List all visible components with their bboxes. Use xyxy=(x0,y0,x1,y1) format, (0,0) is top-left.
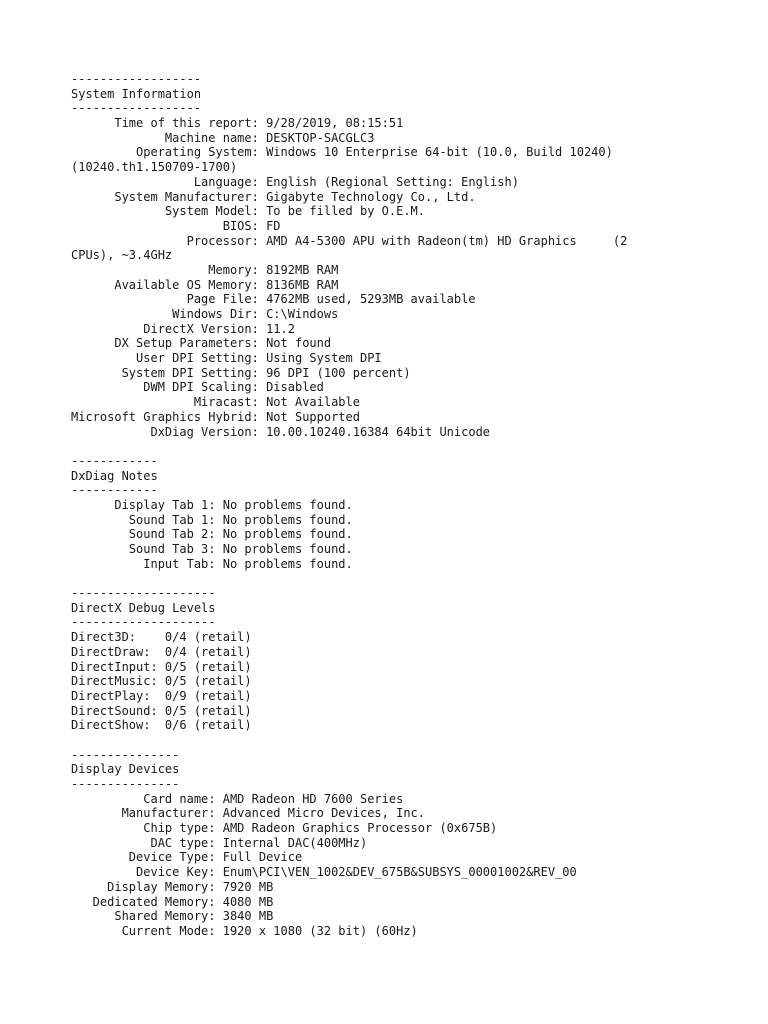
report-line: Dedicated Memory: 4080 MB xyxy=(71,894,274,909)
report-line: BIOS: FD xyxy=(71,218,281,233)
report-line: DirectDraw: 0/4 (retail) xyxy=(71,644,252,659)
report-line: Current Mode: 1920 x 1080 (32 bit) (60Hz) xyxy=(71,923,418,938)
report-line: Display Tab 1: No problems found. xyxy=(71,497,353,512)
section-title: Display Devices xyxy=(71,762,180,777)
report-line: DirectX Version: 11.2 xyxy=(71,321,295,336)
report-section xyxy=(71,748,627,939)
section-title: DirectX Debug Levels xyxy=(71,600,216,615)
section-rule: -------------------- xyxy=(71,586,216,601)
section-rule: --------------- xyxy=(71,777,180,791)
report-line: Processor: AMD A4-5300 APU with Radeon(tm) HD Graphics (2 xyxy=(71,233,628,248)
section-rule: --------------- xyxy=(71,747,180,762)
section-gap xyxy=(71,439,627,454)
report-line: DxDiag Version: 10.00.10240.16384 64bit Unicode xyxy=(71,424,491,439)
section-title: DxDiag Notes xyxy=(71,468,158,483)
report-line: (10240.th1.150709-1700) xyxy=(71,160,238,175)
dxdiag-report xyxy=(71,72,627,939)
report-section xyxy=(71,72,627,454)
report-line: Chip type: AMD Radeon Graphics Processor (0x675B) xyxy=(71,821,498,836)
report-line: Device Type: Full Device xyxy=(71,850,303,865)
report-section xyxy=(71,586,627,748)
report-line: Device Key: Enum\PCI\VEN_1002&DEV_675B&SUBSYS_00001002&REV_00 xyxy=(71,865,577,880)
report-line: Manufacturer: Advanced Micro Devices, Inc. xyxy=(71,806,426,821)
report-line: Language: English (Regional Setting: English) xyxy=(71,174,519,189)
report-line: Card name: AMD Radeon HD 7600 Series xyxy=(71,791,404,806)
report-line: DX Setup Parameters: Not found xyxy=(71,336,332,351)
report-line: User DPI Setting: Using System DPI xyxy=(71,351,382,366)
report-line: Miracast: Not Available xyxy=(71,395,360,410)
report-line: Shared Memory: 3840 MB xyxy=(71,909,274,924)
report-line: Input Tab: No problems found. xyxy=(71,556,353,571)
report-line: DirectMusic: 0/5 (retail) xyxy=(71,674,252,689)
section-rule: ------------------ xyxy=(71,101,202,116)
report-line: DirectInput: 0/5 (retail) xyxy=(71,659,252,674)
report-line: Windows Dir: C:\Windows xyxy=(71,307,339,321)
report-line: Memory: 8192MB RAM xyxy=(71,262,339,277)
report-section xyxy=(71,454,627,586)
report-line: DAC type: Internal DAC(400MHz) xyxy=(71,835,368,850)
report-line: DWM DPI Scaling: Disabled xyxy=(71,380,324,395)
report-line: DirectPlay: 0/9 (retail) xyxy=(71,688,252,703)
report-line: DirectSound: 0/5 (retail) xyxy=(71,703,252,718)
report-line: Microsoft Graphics Hybrid: Not Supported xyxy=(71,409,360,424)
report-line: Sound Tab 2: No problems found. xyxy=(71,527,353,542)
report-line: Display Memory: 7920 MB xyxy=(71,879,274,894)
report-line: Operating System: Windows 10 Enterprise 64-bit (10.0, Build 10240) xyxy=(71,145,613,160)
report-line: Time of this report: 9/28/2019, 08:15:51 xyxy=(71,116,404,131)
section-gap xyxy=(71,571,627,586)
report-line: DirectShow: 0/6 (retail) xyxy=(71,718,252,733)
section-rule: ------------ xyxy=(71,453,158,468)
report-line: System Model: To be filled by O.E.M. xyxy=(71,204,426,219)
section-rule: ------------------ xyxy=(71,72,202,86)
section-gap xyxy=(71,733,627,748)
report-line: Sound Tab 3: No problems found. xyxy=(71,542,353,556)
report-line: CPUs), ~3.4GHz xyxy=(71,248,173,263)
section-rule: -------------------- xyxy=(71,615,216,630)
report-line: Sound Tab 1: No problems found. xyxy=(71,512,353,527)
report-line: System DPI Setting: 96 DPI (100 percent) xyxy=(71,365,411,380)
report-line: System Manufacturer: Gigabyte Technology Co., Ltd. xyxy=(71,189,476,204)
section-rule: ------------ xyxy=(71,483,158,498)
section-title: System Information xyxy=(71,86,202,101)
report-line: Machine name: DESKTOP-SACGLC3 xyxy=(71,130,375,145)
report-line: Available OS Memory: 8136MB RAM xyxy=(71,277,339,292)
report-line: Direct3D: 0/4 (retail) xyxy=(71,630,252,645)
report-line: Page File: 4762MB used, 5293MB available xyxy=(71,292,476,307)
